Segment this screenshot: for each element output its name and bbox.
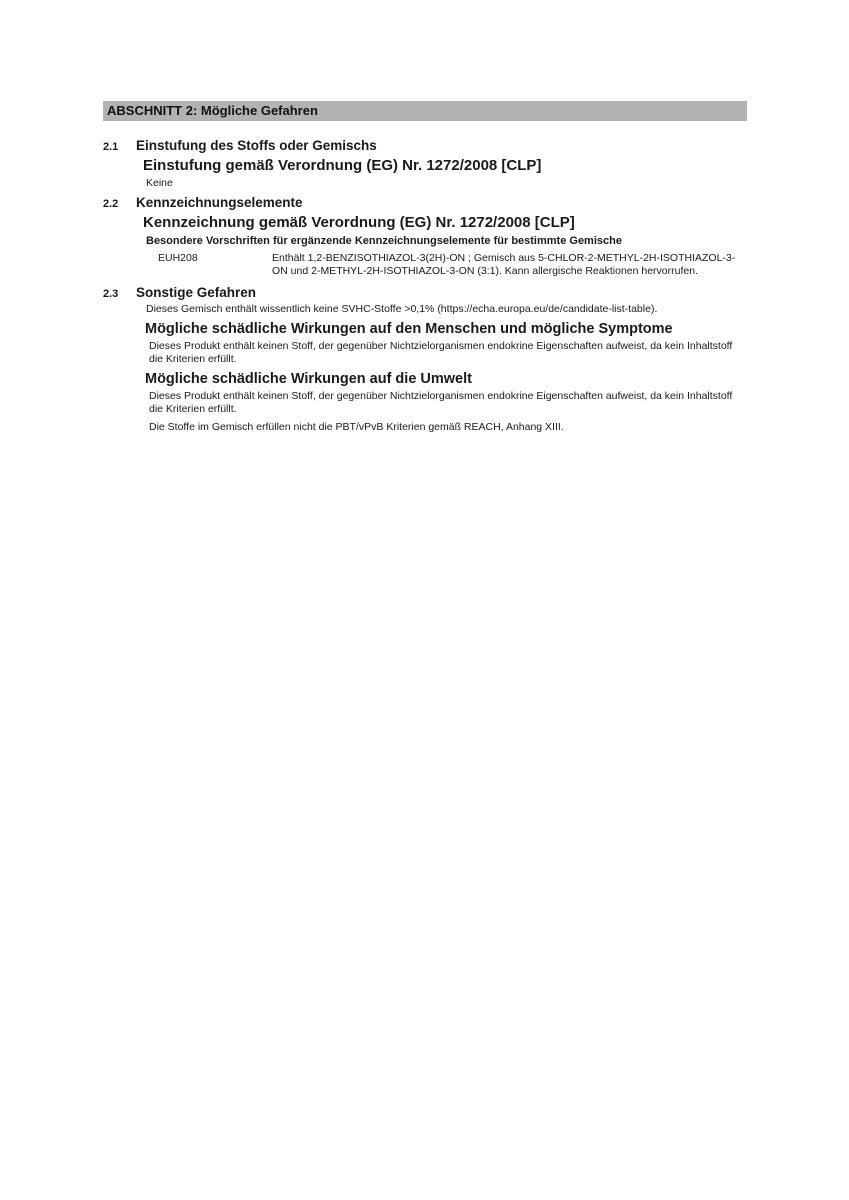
svhc-note: Dieses Gemisch enthält wissentlich keine SVHC-Stoffe >0,1% (https://echa.europa.eu/de/candidate-list-table). — [146, 303, 658, 315]
classification-value: Keine — [146, 177, 173, 189]
section-header-title: ABSCHNITT 2: Mögliche Gefahren — [107, 103, 318, 118]
section-2-3-title: Sonstige Gefahren — [136, 285, 257, 300]
euh-phrase-row — [103, 252, 747, 278]
section-2-1-number: 2.1 — [103, 141, 119, 153]
section-header-bar — [103, 101, 747, 121]
section-2-2-title: Kennzeichnungselemente — [136, 195, 303, 210]
section-2-content — [103, 101, 747, 434]
special-provisions-heading: Besondere Vorschriften für ergänzende Kennzeichnungselemente für bestimmte Gemische — [146, 235, 622, 247]
section-2-2-number: 2.2 — [103, 198, 119, 210]
section-2-2-heading-row — [103, 195, 747, 210]
section-2-1-regulation-heading: Einstufung gemäß Verordnung (EG) Nr. 1272/2008 [CLP] — [143, 157, 542, 174]
environment-effects-text: Dieses Produkt enthält keinen Stoff, der gegenüber Nichtzielorganismen endokrine Eigenschaften aufweist, da kein Inhaltstoff die Kriterien erfüllt. — [149, 390, 733, 415]
pbt-note: Die Stoffe im Gemisch erfüllen nicht die PBT/vPvB Kriterien gemäß REACH, Anhang XIII. — [149, 421, 564, 433]
human-effects-text: Dieses Produkt enthält keinen Stoff, der gegenüber Nichtzielorganismen endokrine Eigenschaften aufweist, da kein Inhaltstoff die Kriterien erfüllt. — [149, 340, 733, 365]
section-2-2-regulation-heading: Kennzeichnung gemäß Verordnung (EG) Nr. 1272/2008 [CLP] — [143, 214, 575, 231]
euh-code: EUH208 — [158, 252, 198, 264]
section-2-3-number: 2.3 — [103, 288, 119, 300]
human-effects-heading: Mögliche schädliche Wirkungen auf den Menschen und mögliche Symptome — [145, 321, 673, 337]
section-2-1-heading-row — [103, 138, 747, 153]
section-2-1-title: Einstufung des Stoffs oder Gemischs — [136, 138, 377, 153]
euh-text: Enthält 1,2-BENZISOTHIAZOL-3(2H)-ON ; Gemisch aus 5-CHLOR-2-METHYL-2H-ISOTHIAZOL-3-ON und 2-METHYL-2H-ISOTHIAZOL-3-ON (3:1). Kann allergische Reaktionen hervorrufen. — [272, 252, 736, 277]
section-2-3-heading-row — [103, 285, 747, 300]
environment-effects-heading: Mögliche schädliche Wirkungen auf die Umwelt — [145, 371, 472, 387]
